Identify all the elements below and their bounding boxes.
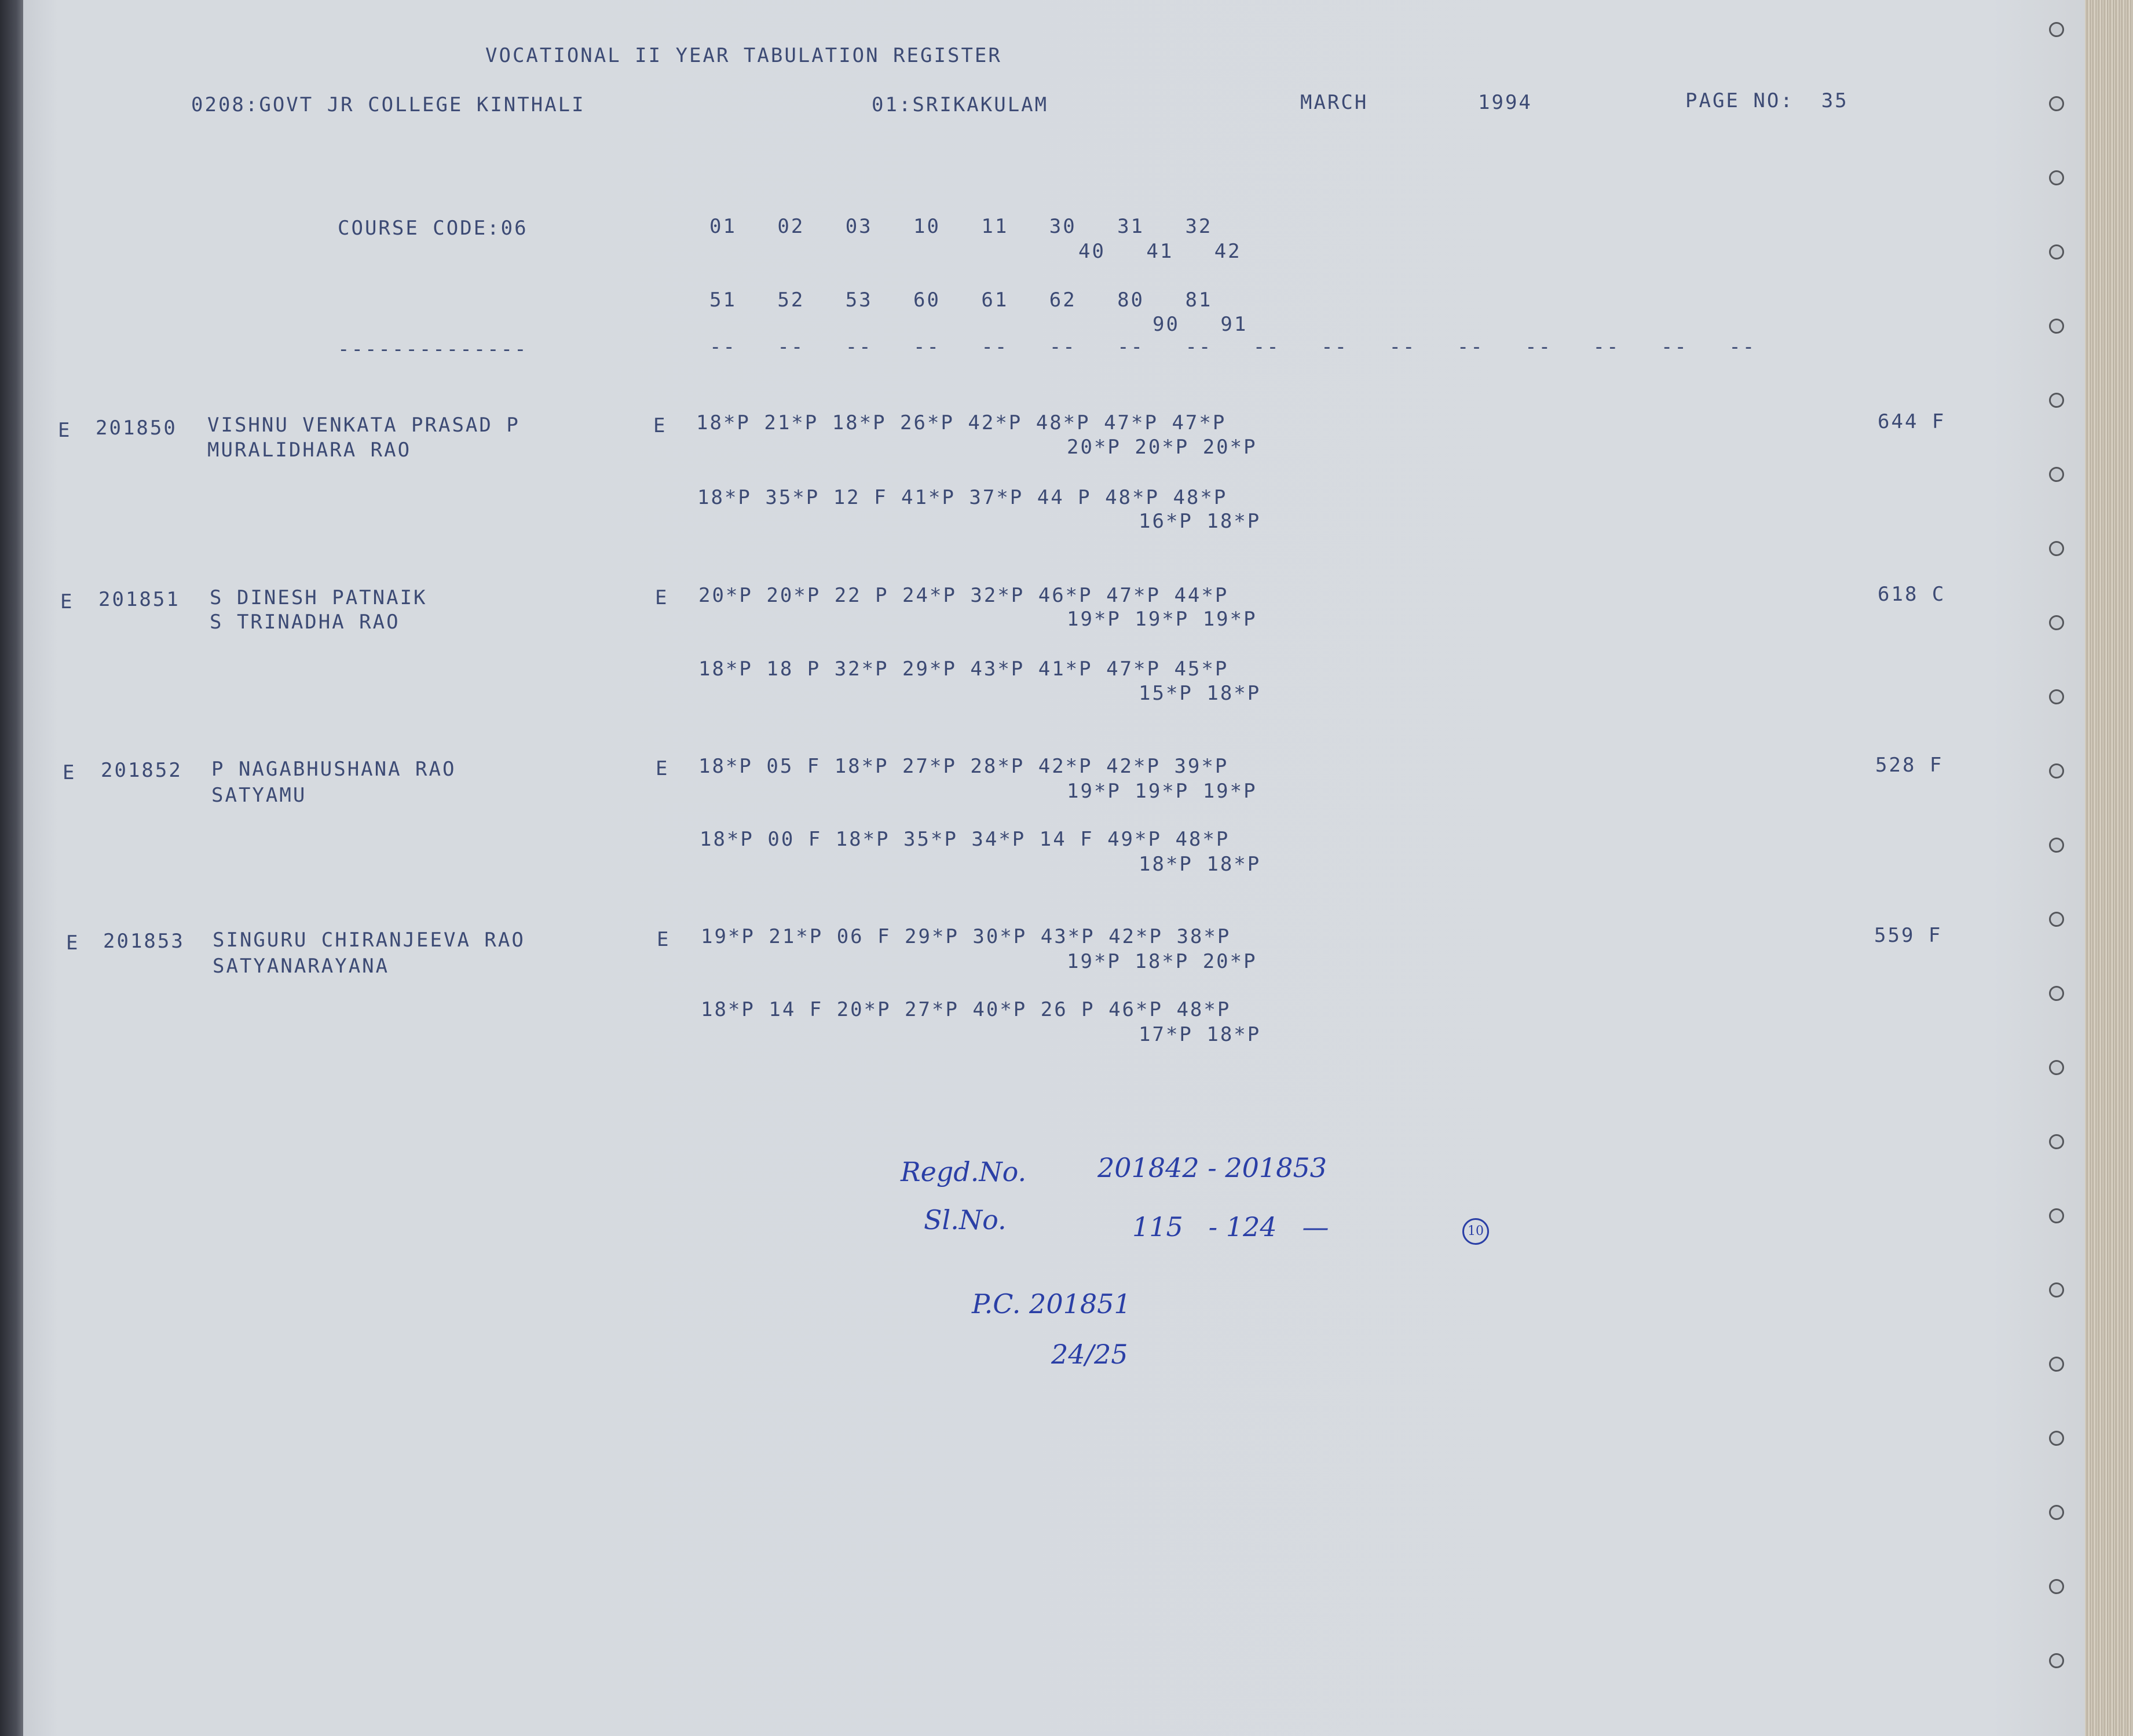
binder-hole [2049,615,2064,630]
medium-code: E [657,928,671,951]
record-flag: E [63,761,76,784]
marks-line-extra: 18*P 18*P [1139,853,1261,876]
marks-line: 18*P 00 F 18*P 35*P 34*P 14 F 49*P 48*P [700,828,1230,851]
marks-line: 18*P 21*P 18*P 26*P 42*P 48*P 47*P 47*P [696,411,1227,434]
marks-line: 20*P 20*P 22 P 24*P 32*P 46*P 47*P 44*P [698,584,1229,607]
exam-month: MARCH [1300,91,1369,114]
binder-hole [2049,467,2064,482]
register-sheet [23,0,2097,1736]
student-name: P NAGABHUSHANA RAO [211,758,456,781]
binder-hole [2049,763,2064,779]
binder-hole [2049,393,2064,408]
binder-hole [2049,1357,2064,1372]
course-code-label: COURSE CODE:06 [338,217,528,240]
marks-line: 19*P 21*P 06 F 29*P 30*P 43*P 42*P 38*P [701,925,1231,948]
student-name: VISHNU VENKATA PRASAD P [207,414,520,437]
header-rule-right: -- -- -- -- -- -- -- -- -- -- -- -- -- -- -- -- [709,335,1757,359]
binder-hole [2049,1431,2064,1446]
record-flag: E [58,419,72,442]
reg-number: 201853 [103,930,185,953]
binder-hole [2049,1653,2064,1668]
medium-code: E [653,414,667,437]
register-title: VOCATIONAL II YEAR TABULATION REGISTER [485,44,1002,67]
marks-line-extra: 19*P 19*P 19*P [1067,608,1257,631]
page-number: PAGE NO: 35 [1685,89,1849,112]
marks-line-extra: 19*P 19*P 19*P [1067,780,1257,803]
medium-code: E [656,757,669,780]
binder-hole [2049,986,2064,1001]
header-rule-left: -------------- [338,338,528,361]
father-name: MURALIDHARA RAO [207,438,412,462]
record-flag: E [60,590,74,613]
handwritten-sl-count [1462,1211,1489,1245]
total-result: 528 F [1875,754,1944,777]
marks-line: 18*P 18 P 32*P 29*P 43*P 41*P 47*P 45*P [698,657,1229,681]
father-name: S TRINADHA RAO [210,611,400,634]
marks-line: 18*P 14 F 20*P 27*P 40*P 26 P 46*P 48*P [701,998,1231,1021]
total-result: 559 F [1874,924,1942,947]
marks-line: 18*P 05 F 18*P 27*P 28*P 42*P 42*P 39*P [698,755,1229,778]
record-flag: E [66,931,80,955]
marks-line-extra: 19*P 18*P 20*P [1067,950,1257,973]
subject-codes-row1b: 40 41 42 [1078,240,1242,263]
exam-year: 1994 [1478,91,1532,114]
handwritten-date: 24/25 [1051,1339,1128,1370]
reg-number: 201850 [96,416,177,440]
college-name: 0208:GOVT JR COLLEGE KINTHALI [191,93,586,116]
binder-hole [2049,1134,2064,1149]
student-name: S DINESH PATNAIK [210,586,427,609]
binder-hole [2049,1579,2064,1594]
binder-hole [2049,319,2064,334]
subject-codes-row2b: 90 91 [1153,313,1248,336]
total-result: 618 C [1878,583,1946,606]
handwritten-sl-range: 115 - 124 — [1132,1211,1329,1242]
total-result: 644 F [1878,410,1946,433]
father-name: SATYANARAYANA [213,955,390,978]
page-stack-edge [2085,0,2133,1736]
subject-codes-row1: 01 02 03 10 11 30 31 32 [709,215,1213,238]
binder-hole [2049,244,2064,260]
student-name: SINGURU CHIRANJEEVA RAO [213,929,525,952]
district-name: 01:SRIKAKULAM [872,93,1049,116]
marks-line-extra: 20*P 20*P 20*P [1067,436,1257,459]
binder-hole [2049,541,2064,556]
handwritten-pc: P.C. 201851 [972,1288,1131,1320]
binder-hole [2049,1208,2064,1223]
binder-hole [2049,1505,2064,1520]
medium-code: E [655,586,669,609]
handwritten-reg-label: Regd.No. [901,1156,1027,1187]
handwritten-reg-range: 201842 - 201853 [1097,1152,1327,1183]
binder-hole [2049,22,2064,37]
marks-line-extra: 15*P 18*P [1139,682,1261,705]
binder-hole [2049,689,2064,704]
reg-number: 201851 [98,588,180,611]
marks-line-extra: 17*P 18*P [1139,1023,1261,1046]
binder-hole [2049,170,2064,185]
binder-hole [2049,96,2064,111]
father-name: SATYAMU [211,784,307,807]
binder-hole [2049,1282,2064,1298]
binder-hole [2049,1060,2064,1075]
subject-codes-row2: 51 52 53 60 61 62 80 81 [709,288,1213,312]
circled-count: 10 [1462,1218,1489,1245]
marks-line-extra: 16*P 18*P [1139,510,1261,533]
reg-number: 201852 [101,759,182,782]
binder-hole [2049,912,2064,927]
marks-line: 18*P 35*P 12 F 41*P 37*P 44 P 48*P 48*P [697,486,1228,509]
binder-hole [2049,838,2064,853]
book-binding [0,0,23,1736]
handwritten-sl-label: Sl.No. [924,1204,1007,1236]
